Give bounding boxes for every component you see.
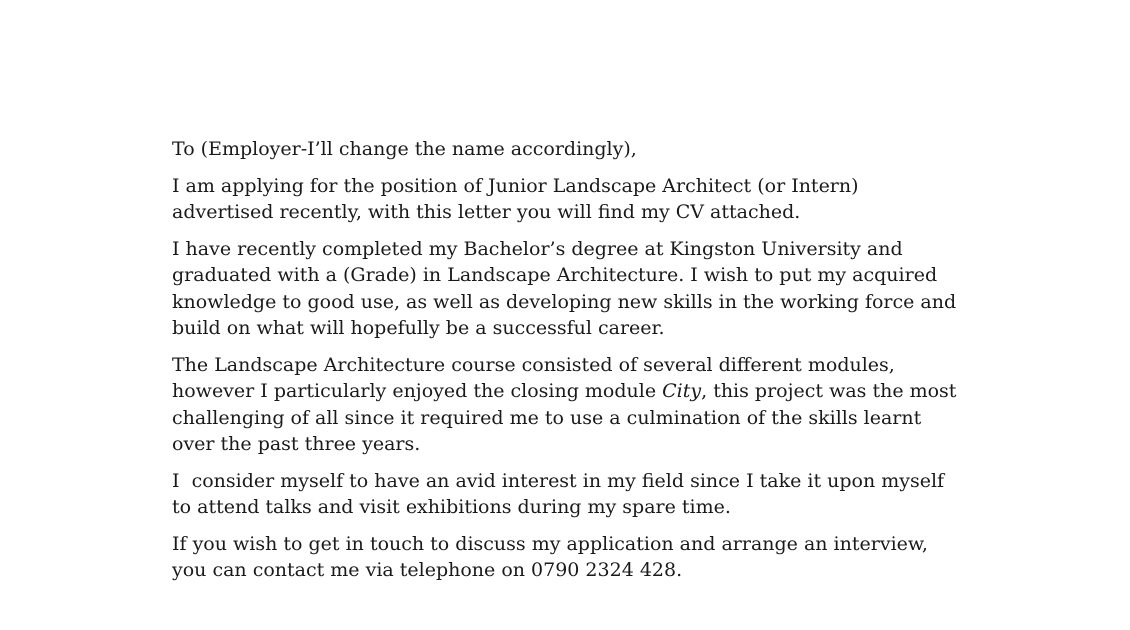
greeting-line — [172, 136, 972, 163]
paragraph-line: I am applying for the position of Junior Landscape Architect (or Intern) — [172, 174, 859, 197]
text-segment: however I particularly enjoyed the closing module — [172, 380, 663, 402]
paragraph-line: graduated with a (Grade) in Landscape Architecture. I wish to put my acquired — [172, 264, 938, 286]
paragraph-line: challenging of all since it required me to use a culmination of the skills learnt — [172, 406, 922, 429]
paragraph-education — [172, 236, 972, 342]
paragraph-line: advertised recently, with this letter you will find my CV attached. — [172, 201, 801, 223]
paragraph-line: I have recently completed my Bachelor’s degree at Kingston University and — [172, 237, 903, 260]
paragraph-line: The Landscape Architecture course consisted of several different modules, — [172, 353, 895, 376]
paragraph-line — [172, 378, 972, 405]
paragraph-course — [172, 352, 972, 458]
paragraph-line: to attend talks and visit exhibitions during my spare time. — [172, 496, 731, 518]
paragraph-line: I consider myself to have an avid interest in my field since I take it upon myself — [172, 469, 945, 492]
paragraph-line: over the past three years. — [172, 433, 421, 455]
paragraph-contact — [172, 531, 972, 584]
paragraph-application — [172, 173, 972, 226]
greeting-text: To (Employer-I’ll change the name accordingly), — [172, 138, 637, 160]
paragraph-line: you can contact me via telephone on 0790 2324 428. — [172, 559, 683, 581]
paragraph-line: build on what will hopefully be a successful career. — [172, 317, 665, 339]
cover-letter — [172, 136, 972, 594]
paragraph-line: knowledge to good use, as well as developing new skills in the working force and — [172, 290, 957, 313]
text-segment: , this project was the most — [701, 380, 957, 402]
module-name-italic: City — [662, 380, 702, 402]
paragraph-line: If you wish to get in touch to discuss my application and arrange an interview, — [172, 532, 928, 555]
paragraph-interest — [172, 468, 972, 521]
